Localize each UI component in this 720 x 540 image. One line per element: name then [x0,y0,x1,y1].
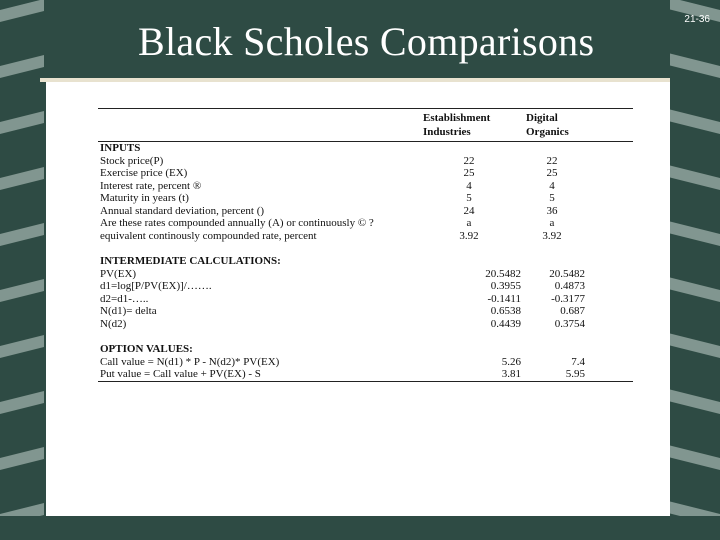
slide-content [46,80,670,516]
column-header-establishment: Establishment Industries [423,112,491,138]
table-header [98,108,633,142]
section-heading-option-values: OPTION VALUES: [100,343,193,355]
table-row: Interest rate, percent ® 4 4 [100,179,555,192]
spacer [98,242,633,255]
right-decorative-strip [670,0,720,540]
table-row: N(d1)= delta 0.6538 0.687 [100,305,585,317]
table-row: Call value = N(d1) * P - N(d2)* PV(EX) 5.26 7.4 [100,355,585,368]
table-row: Put value = Call value + PV(EX) - S 3.81 5.95 [98,368,633,382]
table-row: d1=log[P/PV(EX)]/……. 0.3955 0.4873 [100,280,585,292]
table-row: Exercise price (EX) 25 25 [100,167,558,179]
footer-band [0,516,720,540]
slide-title: Black Scholes Comparisons [138,19,595,64]
table-row: equivalent continously compounded rate, percent 3.92 3.92 [100,229,562,242]
slide-number: 21-36 [684,14,710,25]
left-decorative-strip [0,0,44,540]
table-row: Maturity in years (t) 5 5 [100,192,555,204]
table-row: PV(EX) 20.5482 20.5482 [100,267,585,280]
section-heading-inputs: INPUTS [100,142,141,154]
table-row: Stock price(P) 22 22 [100,154,558,167]
column-header-digital: Digital Organics [526,112,569,138]
table-row: Annual standard deviation, percent () 24 36 [100,204,558,217]
title-band [46,0,670,78]
table-row: d2=d1-….. -0.1411 -0.3177 [100,292,585,305]
table-row: Are these rates compounded annually (A) or continuously © ? a a [100,217,555,229]
table-row: N(d2) 0.4439 0.3754 [100,317,585,330]
section-heading-intermediate: INTERMEDIATE CALCULATIONS: [100,255,281,267]
spacer [98,330,633,343]
comparison-table [98,108,633,382]
